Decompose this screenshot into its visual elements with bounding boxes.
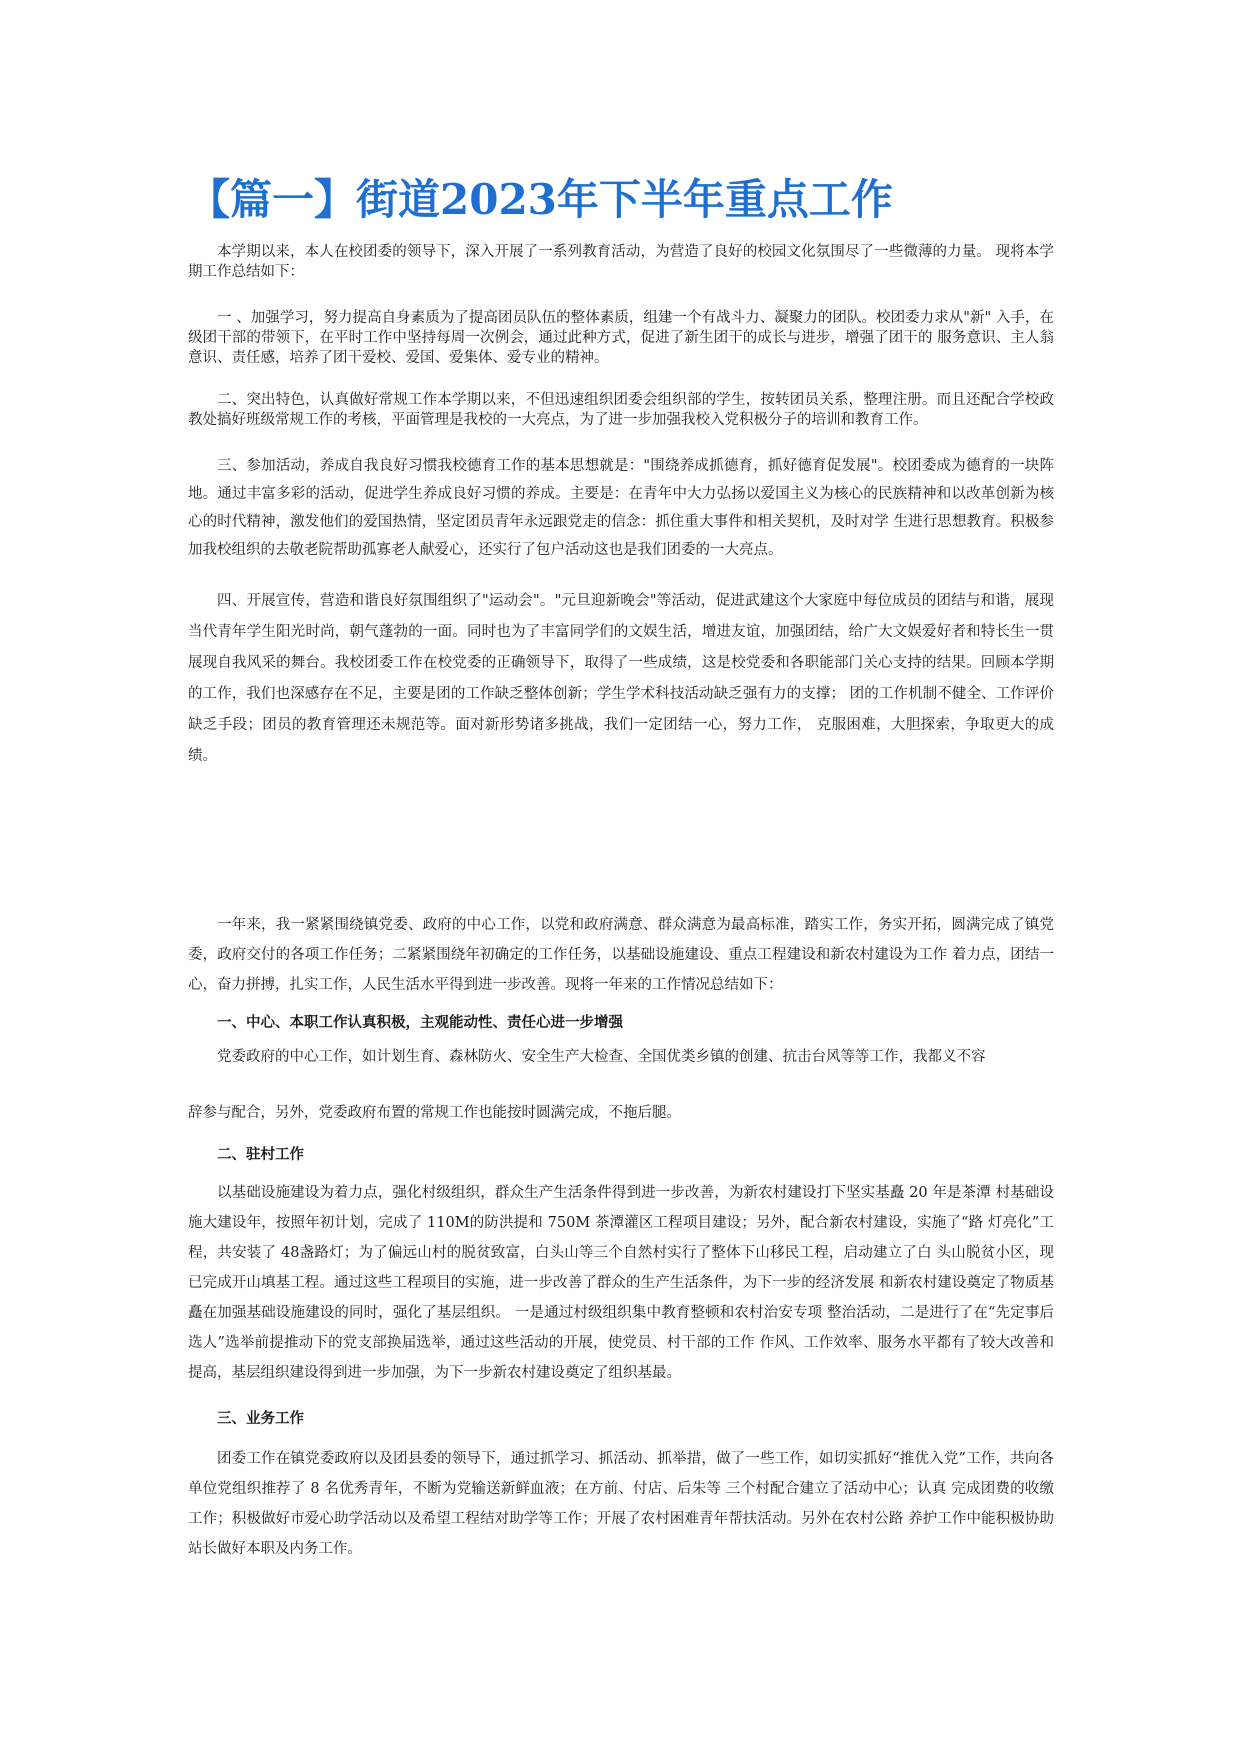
paragraph-business-work: 团委工作在镇党委政府以及团县委的领导下，通过抓学习、抓活动、抓举措，做了一些工作，如切实抓好“推优入党”工作，共向各单位党组织推荐了 8 名优秀青年，不断为党输送新鲜血液；在方前、付店、后朱等 三个村配合建立了活动中心；认真 完成团费的收缴工作；积极做好市爱心助学活动以及希望工程结对助学等工作；开展了农村困难青年帮扶活动。另外在农村公路 养护工作中能积极协助站长做好本职及内务工作。 [188,1451,1054,1557]
paragraph-publicity: 四、开展宣传，营造和谐良好氛围组织了"运动会"。"元旦迎新晚会"等活动，促进武建这个大家庭中每位成员的团结与和谐，展现当代青年学生阳光时尚，朝气蓬勃的一面。同时也为了丰富同学们的文娱生活，增进友谊，加强团结，给广大文娱爱好者和特长生一贯展现自我风采的舞台。我校团委工作在校党委的正确领导下，取得了一些成绩，这是校党委和各职能部门关心支持的结果。回顾本学期的工作，我们也深感存在不足，主要是团的工作缺乏整体创新；学生学术科技活动缺乏强有力的支撑； 团的工作机制不健全、工作评价缺乏手段；团员的教育管理还未规范等。面对新形势诸多挑战，我们一定团结一心，努力工作， 克服困难，大胆探索，争取更大的成绩。 [188,593,1054,764]
paragraph-central-work-a: 党委政府的中心工作，如计划生育、森林防火、安全生产大检查、全国优类乡镇的创建、抗击台风等等工作，我都义不容 [217,1049,986,1065]
heading-business-work: 三、业务工作 [217,1411,304,1427]
paragraph-activities: 三、参加活动，养成自我良好习惯我校德育工作的基本思想就是："围绕养成抓德育，抓好德育促发展"。校团委成为德育的一块阵地。通过丰富多彩的活动，促进学生养成良好习惯的养成。主要是：在青年中大力弘扬以爱国主义为核心的民族精神和以改革创新为核心的时代精神，激发他们的爱国热情，坚定团员青年永远跟党走的信念：抓住重大事件和相关契机，及时对学 生进行思想教育。积极参加我校组织的去敬老院帮助孤寡老人献爱心，还实行了包户活动这也是我们团委的一大亮点。 [188,458,1054,558]
paragraph-study: 一 、加强学习，努力提高自身素质为了提高团员队伍的整体素质，组建一个有战斗力、凝聚力的团队。校团委力求从"新" 入手，在 级团干部的带领下，在平时工作中坚持每周一次例会，通过此种方式，促进了新生团干的成长与进步，增强了团干的 服务意识、主人翁意识、责任感，培养了团干爱校、爱国、爱集体、爱专业的精神。 [188,310,1054,366]
paragraph-routine-work: 二、突出特色，认真做好常规工作本学期以来，不但迅速组织团委会组织部的学生，按转团员关系，整理注册。而且还配合学校政教处搞好班级常规工作的考核，平面管理是我校的一大亮点，为了进一步加强我校入党积极分子的培训和教育工作。 [188,392,1054,428]
paragraph-intro: 本学期以来，本人在校团委的领导下，深入开展了一系列教育活动，为营造了良好的校园文化氛围尽了一些微薄的力量。 现将本学期工作总结如下： [188,244,1054,280]
paragraph-annual-intro: 一年来，我一紧紧围绕镇党委、政府的中心工作，以党和政府满意、群众满意为最高标准，踏实工作，务实开拓，圆满完成了镇党委，政府交付的各项工作任务；二紧紧围绕年初确定的工作任务，以基础设施建设、重点工程建设和新农村建设为工作 着力点，团结一心，奋力拼搏，扎实工作，人民生活水平得到进一步改善。现将一年来的工作情况总结如下： [188,917,1054,993]
section-two [188,910,1054,1564]
heading-central-work: 一、中心、本职工作认真积极，主观能动性、责任心进一步增强 [217,1015,623,1031]
page-title: 【篇一】街道2023年下半年重点工作 [188,175,893,224]
section-one [188,242,1054,772]
paragraph-central-work-b: 辞参与配合，另外，党委政府布置的常规工作也能按时圆满完成，不拖后腿。 [188,1105,681,1121]
paragraph-village-work: 以基础设施建设为着力点，强化村级组织，群众生产生活条件得到进一步改善，为新农村建设打下坚实基矗 20 年是茶潭 村基础设施大建设年，按照年初计划，完成了 110M的防洪提和 750M 茶潭灌区工程项目建设；另外，配合新农村建设，实施了“路 灯亮化”工程，共安装了 48盏路灯；为了偏远山村的脱贫致富，白头山等三个自然村实行了整体下山移民工程，启动建立了白 头山脱贫小区，现已完成开山填基工程。通过这些工程项目的实施，进一步改善了群众的生产生活条件，为下一步的经济发展 和新农村建设奠定了物质基矗在加强基础设施建设的同时，强化了基层组织。 一是通过村级组织集中教育整顿和农村治安专项 整治活动，二是进行了在“先定事后选人”选举前提推动下的党支部换届选举，通过这些活动的开展，使党员、村干部的工作 作风、工作效率、服务水平都有了较大改善和提高，基层组织建设得到进一步加强，为下一步新农村建设奠定了组织基最。 [188,1185,1054,1381]
heading-village-work: 二、驻村工作 [217,1147,304,1163]
